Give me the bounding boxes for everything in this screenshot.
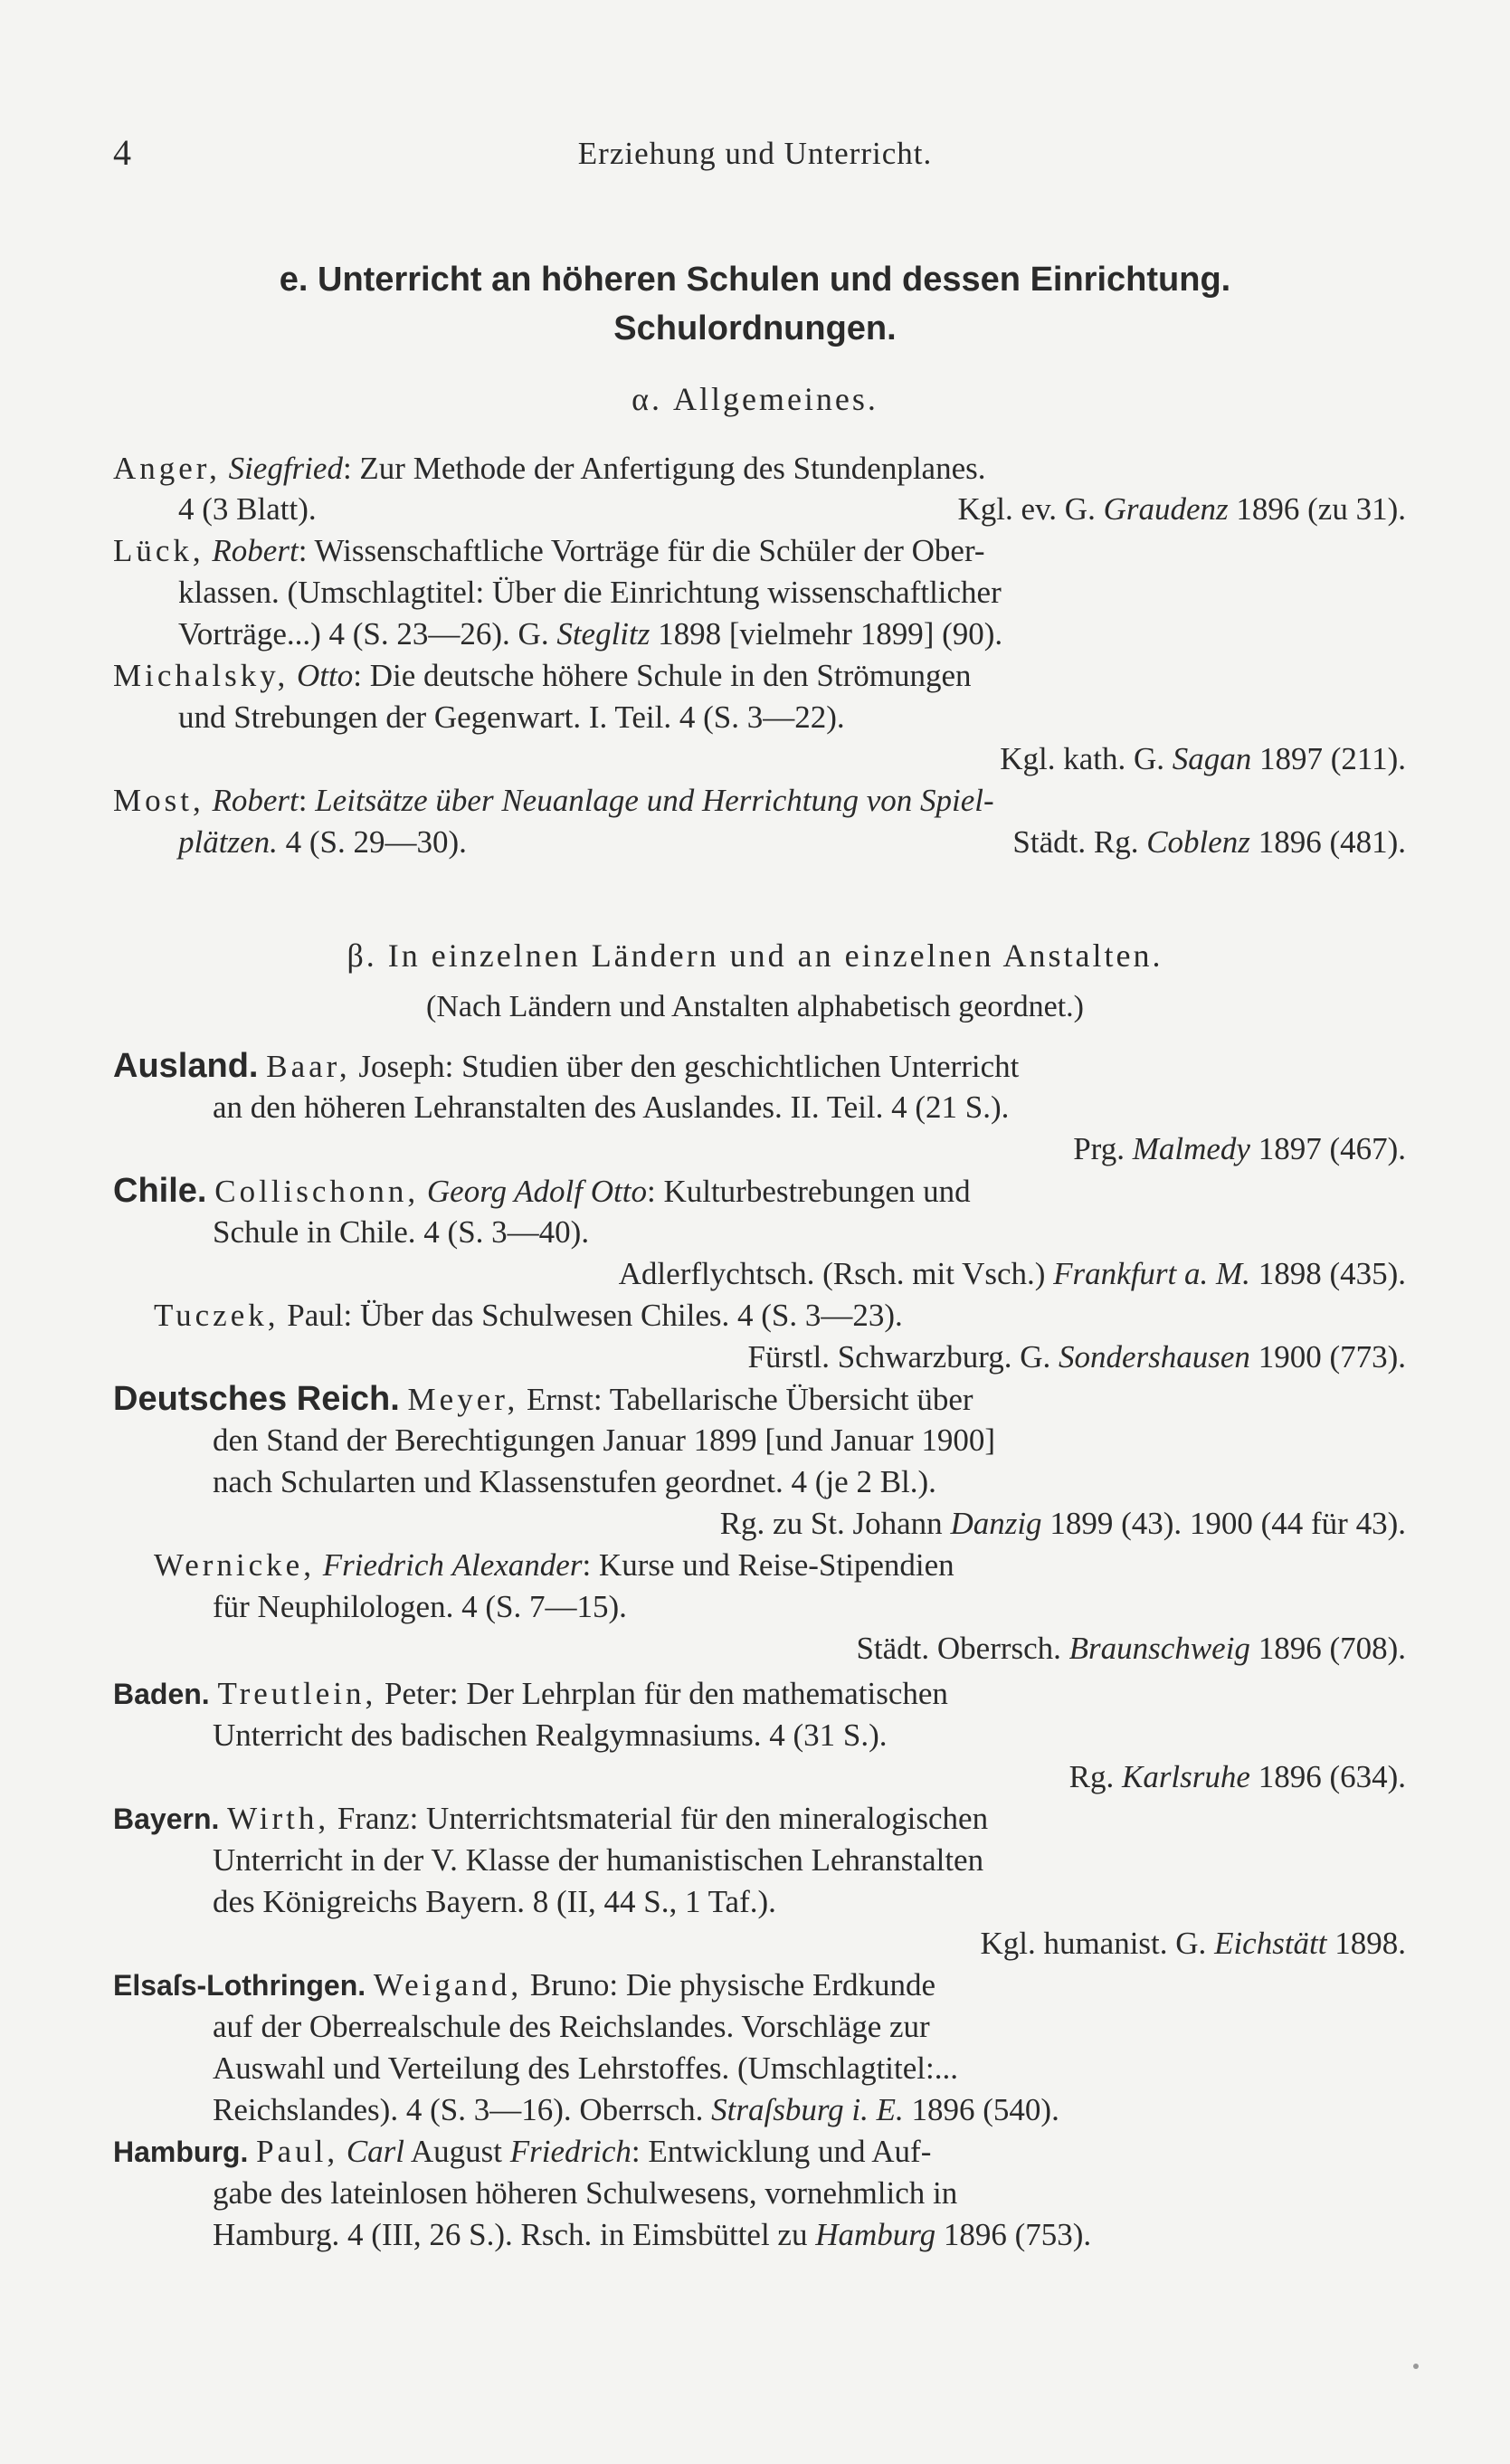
entry-wernicke-line2: für Neuphilologen. 4 (S. 7—15).	[213, 1589, 627, 1624]
entry-treutlein-line2: Unterricht des badischen Realgymnasiums. 4 (31 S.).	[213, 1717, 888, 1753]
entry-baar-line1: Ausland. Baar, Joseph: Studien über den geschichtlichen Unterricht	[113, 1047, 1020, 1085]
entry-lueck-line1: Lück, Robert: Wissenschaftliche Vorträge für die Schüler der Ober-	[113, 533, 985, 568]
entry-collischonn-line3: Adlerflychtsch. (Rsch. mit Vsch.) Frankfurt a. M. 1898 (435).	[618, 1256, 1406, 1291]
entry-wirth-line4: Kgl. humanist. G. Eichstätt 1898.	[980, 1926, 1406, 1961]
entry-most-line2-right: Städt. Rg. Coblenz 1896 (481).	[1012, 824, 1406, 860]
entry-paul-line1: Hamburg. Paul, Carl August Friedrich: Entwicklung und Auf-	[113, 2134, 932, 2169]
entry-tuczek-line2: Fürstl. Schwarzburg. G. Sondershausen 1900 (773).	[747, 1339, 1406, 1375]
entry-meyer-line2: den Stand der Berechtigungen Januar 1899 [und Januar 1900]	[213, 1422, 996, 1458]
entry-anger-line2-right: Kgl. ev. G. Graudenz 1896 (zu 31).	[957, 491, 1406, 527]
beta-note: (Nach Ländern und Anstalten alphabetisch geordnet.)	[426, 990, 1084, 1023]
entry-wernicke-line3: Städt. Oberrsch. Braunschweig 1896 (708).	[856, 1631, 1406, 1666]
page-number: 4	[113, 132, 131, 173]
entry-lueck-line3: Vorträge...) 4 (S. 23—26). G. Steglitz 1898 [vielmehr 1899] (90).	[178, 616, 1003, 652]
entry-wirth-line2: Unterricht in der V. Klasse der humanistischen Lehranstalten	[213, 1842, 984, 1878]
entry-michalsky-line1: Michalsky, Otto: Die deutsche höhere Schule in den Strömungen	[113, 658, 972, 693]
entry-weigand-line2: auf der Oberrealschule des Reichslandes. Vorschläge zur	[213, 2009, 930, 2044]
entry-most-line2-left: plätzen. 4 (S. 29—30).	[178, 824, 467, 860]
entry-anger-line1: Anger, Siegfried: Zur Methode der Anfertigung des Stundenplanes.	[113, 451, 986, 486]
entry-michalsky-line2: und Strebungen der Gegenwart. I. Teil. 4 (S. 3—22).	[178, 699, 845, 735]
entry-baar-line2: an den höheren Lehranstalten des Auslandes. II. Teil. 4 (21 S.).	[213, 1089, 1010, 1125]
entry-meyer-line1: Deutsches Reich. Meyer, Ernst: Tabellarische Übersicht über	[113, 1380, 973, 1418]
entry-wirth-line1: Bayern. Wirth, Franz: Unterrichtsmaterial für den mineralogischen	[113, 1801, 989, 1836]
entry-michalsky-line3: Kgl. kath. G. Sagan 1897 (211).	[1000, 741, 1406, 776]
entry-tuczek-line1: Tuczek, Paul: Über das Schulwesen Chiles. 4 (S. 3—23).	[154, 1298, 903, 1333]
entry-lueck-line2: klassen. (Umschlagtitel: Über die Einrichtung wissenschaftlicher	[178, 575, 1002, 610]
entry-wernicke-line1: Wernicke, Friedrich Alexander: Kurse und Reise-Stipendien	[154, 1547, 954, 1583]
entry-treutlein-line3: Rg. Karlsruhe 1896 (634).	[1068, 1759, 1406, 1794]
entry-weigand-line3: Auswahl und Verteilung des Lehrstoffes. (Umschlagtitel:...	[213, 2050, 958, 2086]
running-title: Erziehung und Unterricht.	[577, 136, 933, 171]
beta-heading: β. In einzelnen Ländern und an einzelnen Anstalten.	[347, 937, 1163, 974]
entry-wirth-line3: des Königreichs Bayern. 8 (II, 44 S., 1 Taf.).	[213, 1884, 776, 1919]
entry-treutlein-line1: Baden. Treutlein, Peter: Der Lehrplan für den mathematischen	[113, 1676, 948, 1711]
entry-weigand-line1: Elsaſs-Lothringen. Weigand, Bruno: Die physische Erdkunde	[113, 1967, 936, 2003]
entry-meyer-line4: Rg. zu St. Johann Danzig 1899 (43). 1900 (44 für 43).	[719, 1506, 1406, 1541]
section-title-line2: Schulordnungen.	[613, 309, 897, 347]
entry-paul-line3: Hamburg. 4 (III, 26 S.). Rsch. in Eimsbüttel zu Hamburg 1896 (753).	[213, 2217, 1092, 2252]
entry-baar-line3: Prg. Malmedy 1897 (467).	[1073, 1131, 1406, 1166]
entry-collischonn-line1: Chile. Collischonn, Georg Adolf Otto: Kulturbestrebungen und	[113, 1172, 971, 1210]
entry-meyer-line3: nach Schularten und Klassenstufen geordnet. 4 (je 2 Bl.).	[213, 1464, 936, 1499]
alpha-heading: α. Allgemeines.	[632, 381, 878, 417]
entry-most-line1: Most, Robert: Leitsätze über Neuanlage und Herrichtung von Spiel-	[113, 783, 994, 818]
section-title-line1: e. Unterricht an höheren Schulen und dessen Einrichtung.	[279, 261, 1231, 299]
specks-mark	[1413, 2364, 1419, 2369]
entry-paul-line2: gabe des lateinlosen höheren Schulwesens, vornehmlich in	[213, 2175, 958, 2211]
entry-anger-line2-left: 4 (3 Blatt).	[178, 491, 317, 527]
entry-weigand-line4: Reichslandes). 4 (S. 3—16). Oberrsch. Straſsburg i. E. 1896 (540).	[213, 2092, 1059, 2127]
entry-collischonn-line2: Schule in Chile. 4 (S. 3—40).	[213, 1214, 590, 1250]
